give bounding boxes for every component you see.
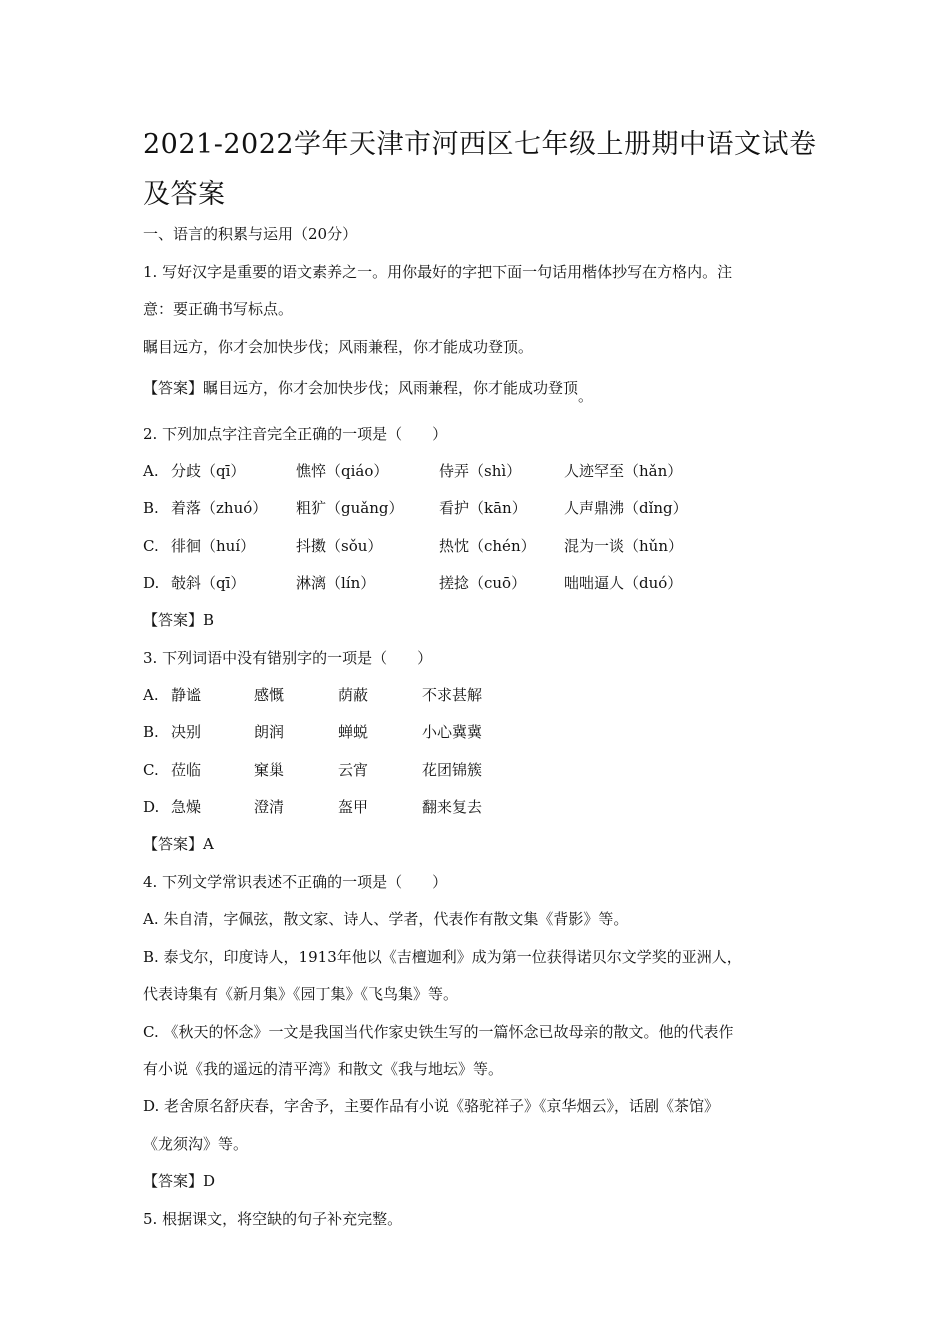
- q4-line: A. 朱自清，字佩弦，散文家、诗人、学者，代表作有散文集《背影》等。: [143, 910, 629, 928]
- q4-line: 有小说《我的遥远的清平湾》和散文《我与地坛》等。: [143, 1060, 504, 1078]
- q4-line: C. 《秋天的怀念》一文是我国当代作家史铁生写的一篇怀念已故母亲的散文。他的代表作: [143, 1023, 734, 1041]
- option-item: 盔甲: [338, 797, 369, 816]
- option-item: 澄清: [254, 797, 285, 816]
- option-item: 侍弄（shì）: [439, 462, 522, 480]
- q4-line: B. 泰戈尔，印度诗人，1913年他以《吉檀迦利》成为第一位获得诺贝尔文学奖的亚洲人，: [143, 948, 742, 966]
- answer-text: 瞩目远方，你才会加快步伐；风雨兼程，你才能成功登顶: [203, 379, 579, 397]
- option-item: 混为一谈（hǔn）: [564, 536, 683, 555]
- option-item: 徘徊（huí）: [171, 536, 256, 555]
- option-label: C.: [143, 760, 159, 779]
- option-item: 云宵: [338, 760, 369, 779]
- option-label: D.: [143, 797, 160, 816]
- option-item: 攲斜（qī）: [171, 573, 246, 592]
- option-item: 看护（kān）: [439, 499, 527, 518]
- option-label: B.: [143, 499, 159, 518]
- option-item: 淋漓（lín）: [296, 573, 376, 592]
- option-item: 小心冀冀: [422, 723, 483, 742]
- q3-stem: 3. 下列词语中没有错别字的一项是（ ）: [143, 649, 433, 667]
- option-item: 静谧: [171, 686, 202, 704]
- q3-answer: 【答案】A: [143, 835, 214, 853]
- option-item: 不求甚解: [422, 686, 483, 704]
- q1-sentence: 瞩目远方，你才会加快步伐；风雨兼程，你才能成功登顶。: [143, 338, 534, 356]
- q1-answer: [143, 378, 594, 405]
- page-title: 2021-2022学年天津市河西区七年级上册期中语文试卷及答案: [143, 129, 817, 210]
- option-item: 热忱（chén）: [439, 536, 536, 555]
- q4-line: D. 老舍原名舒庆春，字舍予，主要作品有小说《骆驼祥子》《京华烟云》，话剧《茶馆》: [143, 1097, 720, 1115]
- option-item: 搓捻（cuō）: [439, 573, 527, 592]
- option-item: 荫蔽: [338, 686, 369, 704]
- q2-stem: 2. 下列加点字注音完全正确的一项是（ ）: [143, 425, 448, 443]
- option-item: 翻来复去: [422, 797, 483, 816]
- section-heading: 一、语言的积累与运用（20分）: [143, 225, 358, 243]
- answer-period: 。: [578, 387, 594, 405]
- q4-line: 《龙须沟》等。: [143, 1135, 249, 1153]
- q4-stem: 4. 下列文学常识表述不正确的一项是（ ）: [143, 873, 448, 891]
- q4-answer: 【答案】D: [143, 1172, 216, 1190]
- option-item: 急燥: [171, 797, 202, 816]
- q4-line: 代表诗集有《新月集》《园丁集》《飞鸟集》等。: [143, 985, 459, 1003]
- option-label: D.: [143, 573, 160, 592]
- option-item: 人声鼎沸（dǐng）: [564, 499, 688, 518]
- q2-answer: 【答案】B: [143, 611, 215, 629]
- option-item: 莅临: [171, 760, 202, 779]
- option-item: 咄咄逼人（duó）: [564, 573, 683, 592]
- option-label: A.: [143, 686, 159, 704]
- option-label: B.: [143, 723, 159, 742]
- option-item: 窠巢: [254, 760, 285, 779]
- q5-stem: 5. 根据课文，将空缺的句子补充完整。: [143, 1210, 403, 1228]
- option-item: 憔悴（qiáo）: [296, 462, 389, 480]
- q1-stem-line1: 1. 写好汉字是重要的语文素养之一。用你最好的字把下面一句话用楷体抄写在方格内。注: [143, 263, 733, 281]
- option-item: 着落（zhuó）: [171, 499, 268, 518]
- option-item: 人迹罕至（hǎn）: [564, 462, 683, 480]
- option-label: C.: [143, 536, 159, 555]
- option-item: 朗润: [254, 723, 285, 742]
- option-label: A.: [143, 462, 159, 480]
- answer-tag: 【答案】: [143, 379, 204, 397]
- q1-stem-line2: 意：要正确书写标点。: [143, 300, 294, 318]
- option-item: 花团锦簇: [422, 760, 483, 779]
- option-item: 感慨: [254, 686, 285, 704]
- option-item: 粗犷（guǎng）: [296, 499, 404, 518]
- option-item: 抖擞（sǒu）: [296, 536, 383, 555]
- option-item: 蝉蜕: [338, 723, 369, 742]
- option-item: 决别: [171, 723, 202, 742]
- option-item: 分歧（qī）: [171, 462, 246, 480]
